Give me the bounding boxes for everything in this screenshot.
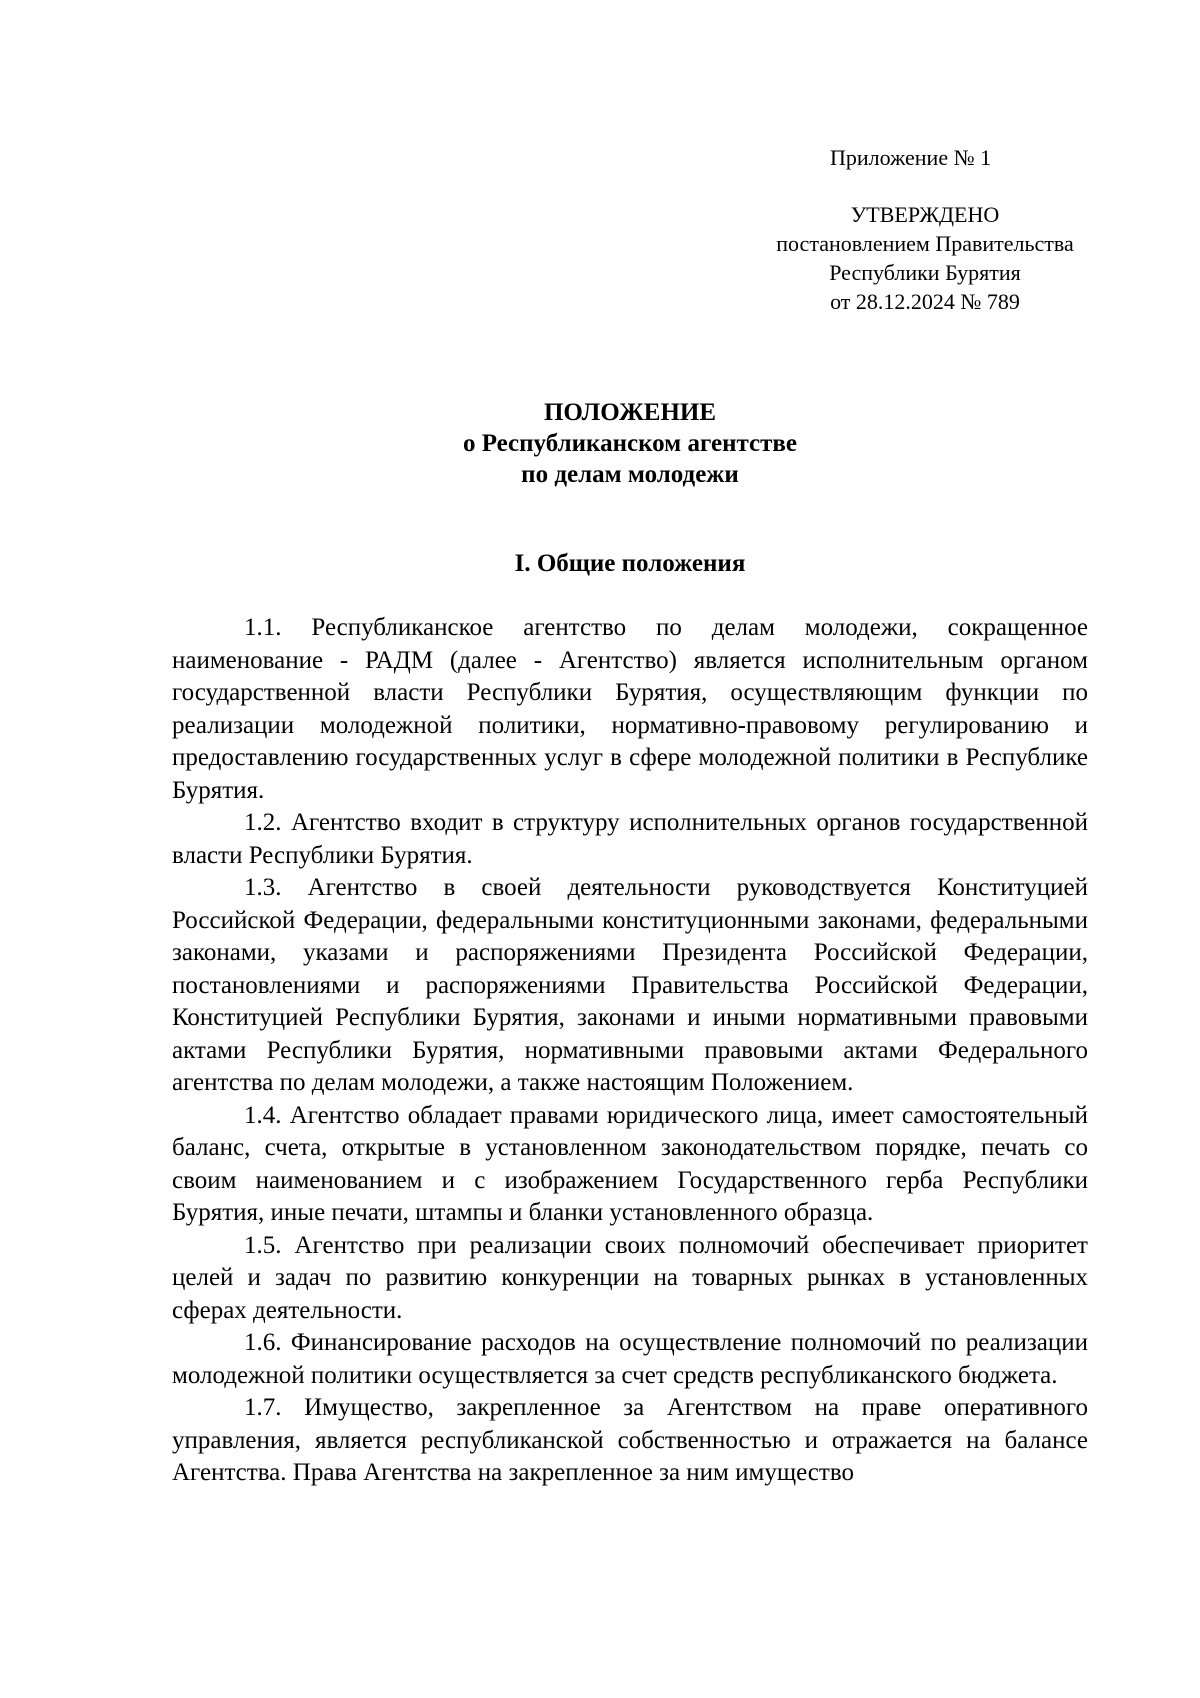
approval-region: Республики Бурятия <box>829 260 1021 285</box>
approval-date-number: от 28.12.2024 № 789 <box>830 289 1020 314</box>
paragraph-1-7: 1.7. Имущество, закрепленное за Агентством на праве оперативного управления, является республиканской собственностью и отражается на балансе Агентства. Права Агентства на закрепленное за ним имущество <box>172 1394 1088 1486</box>
paragraph-1-3: 1.3. Агентство в своей деятельности руководствуется Конституцией Российской Федерации, федеральными конституционными законами, федеральными законами, указами и распоряжениями Президента Российской Федерации, постановлениями и распоряжениями Правительства Российской Федерации, Конституцией Республики Бурятия, законами и иными нормативными правовыми актами Республики Бурятия, нормативными правовыми актами Федерального агентства по делам молодежи, а также настоящим Положением. <box>172 874 1088 1096</box>
paragraph-1-4: 1.4. Агентство обладает правами юридического лица, имеет самостоятельный баланс, счета, открытые в установленном законодательством порядке, печать со своим наименованием и с изображением Государственного герба Республики Бурятия, иные печати, штампы и бланки установленного образца. <box>172 1101 1088 1226</box>
paragraph-1-6: 1.6. Финансирование расходов на осуществление полномочий по реализации молодежной политики осуществляется за счет средств республиканского бюджета. <box>172 1329 1088 1389</box>
paragraph-1-5: 1.5. Агентство при реализации своих полномочий обеспечивает приоритет целей и задач по развитию конкуренции на товарных рынках в установленных сферах деятельности. <box>172 1231 1088 1324</box>
paragraph-1-2: 1.2. Агентство входит в структуру исполнительных органов государственной власти Республики Бурятия. <box>172 809 1088 869</box>
section-body <box>172 612 1088 1490</box>
section-heading: I. Общие положения <box>514 550 746 577</box>
appendix-label: Приложение № 1 <box>830 145 992 170</box>
document-title <box>0 397 1200 490</box>
approval-stamp: УТВЕРЖДЕНО <box>850 202 1000 227</box>
document-title-line-1: ПОЛОЖЕНИЕ <box>543 399 717 426</box>
document-title-line-2: о Республиканском агентстве <box>462 430 798 457</box>
paragraph-1-1: 1.1. Республиканское агентство по делам молодежи, сокращенное наименование - РАДМ (далее - Агентство) является исполнительным органом государственной власти Республики Бурятия, осуществляющим функции по реализации молодежной политики, нормативно-правовому регулированию и предоставлению государственных услуг в сфере молодежной политики в Республике Бурятия. <box>172 614 1088 804</box>
approval-block <box>740 200 1110 316</box>
approval-authority: постановлением Правительства <box>776 231 1074 256</box>
document-title-line-3: по делам молодежи <box>521 461 739 488</box>
